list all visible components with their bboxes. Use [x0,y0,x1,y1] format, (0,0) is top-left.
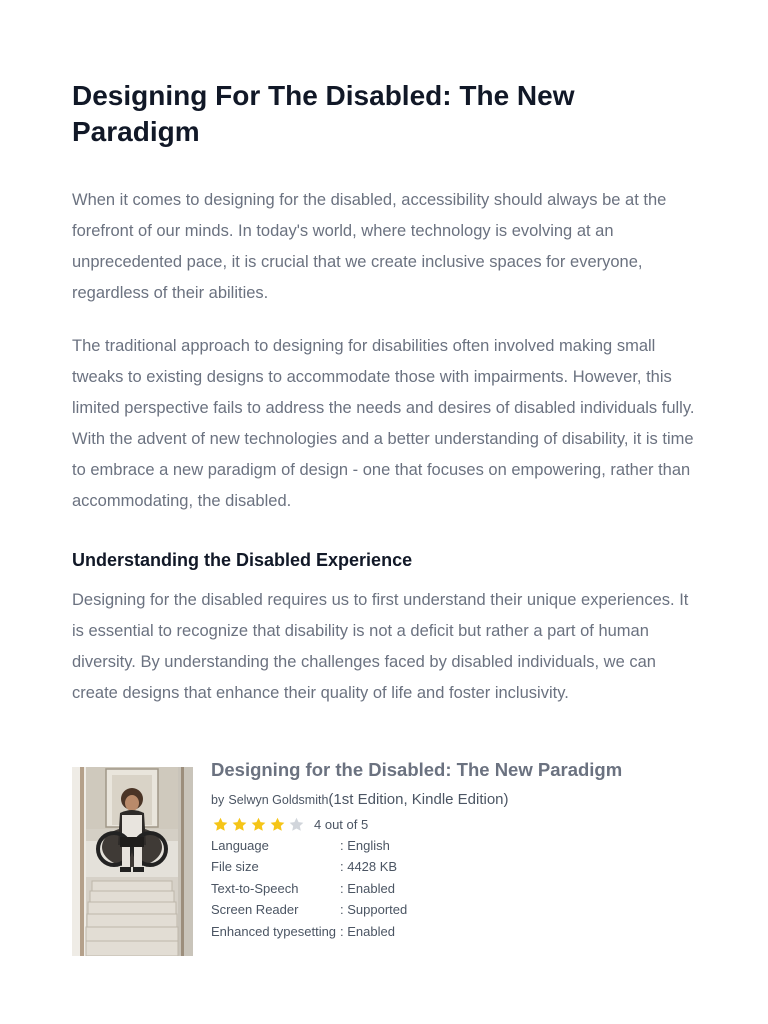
detail-row-enhanced-typesetting [211,921,407,942]
rating [211,815,691,833]
detail-label: Enhanced typesetting [211,923,337,939]
detail-label: File size [211,859,259,875]
author-name[interactable]: Selwyn Goldsmith [228,793,329,807]
detail-value: : Supported [340,902,408,918]
star-filled-icon [211,816,230,833]
book-details-table [211,835,407,942]
article [72,78,696,709]
rating-stars [211,816,306,833]
wheelchair-user-on-stairs-icon [72,767,193,956]
detail-label: Language [211,838,269,853]
star-empty-icon [287,816,306,833]
star-filled-icon [268,816,287,833]
understanding-paragraph: Designing for the disabled requires us to first understand their unique experiences. It is essential to recognize that disability is not a deficit but rather a part of human diversity. By understanding the challenges faced by disabled individuals, we can create designs that enhance their quality of life and foster inclusivity. [72,591,689,702]
by-label: by [211,793,225,807]
book-info [211,758,691,942]
article-title: Designing For The Disabled: The New Paradigm [72,80,575,147]
detail-value: : Enabled [340,880,395,896]
detail-row-language [211,835,407,856]
detail-row-file-size [211,856,407,877]
traditional-approach-paragraph: The traditional approach to designing for disabilities often involved making small tweaks to existing designs to accommodate those with impairments. However, this limited perspective fails to address the needs and desires of disabled individuals fully. With the advent of new technologies and a better understanding of disability, it is time to embrace a new paradigm of design - one that focuses on empowering, rather than accommodating, the disabled. [72,337,695,510]
detail-value: : English [340,838,390,853]
detail-value: : Enabled [340,923,395,939]
detail-label: Text-to-Speech [211,880,299,896]
rating-text: 4 out of 5 [314,816,369,832]
detail-value: : 4428 KB [340,859,398,875]
book-cover-image[interactable] [72,767,193,956]
edition-label: (1st Edition, Kindle Edition) [328,791,509,808]
intro-paragraph: When it comes to designing for the disabled, accessibility should always be at the forefront of our minds. In today's world, where technology is evolving at an unprecedented pace, it is crucial that we create inclusive spaces for everyone, regardless of their abilities. [72,191,667,302]
star-filled-icon [230,816,249,833]
detail-row-screen-reader [211,899,407,920]
detail-label: Screen Reader [211,902,299,918]
detail-row-text-to-speech [211,878,407,899]
section-heading: Understanding the Disabled Experience [72,550,413,570]
star-filled-icon [249,816,268,833]
byline [211,791,691,809]
book-title[interactable]: Designing for the Disabled: The New Paradigm [211,759,623,780]
